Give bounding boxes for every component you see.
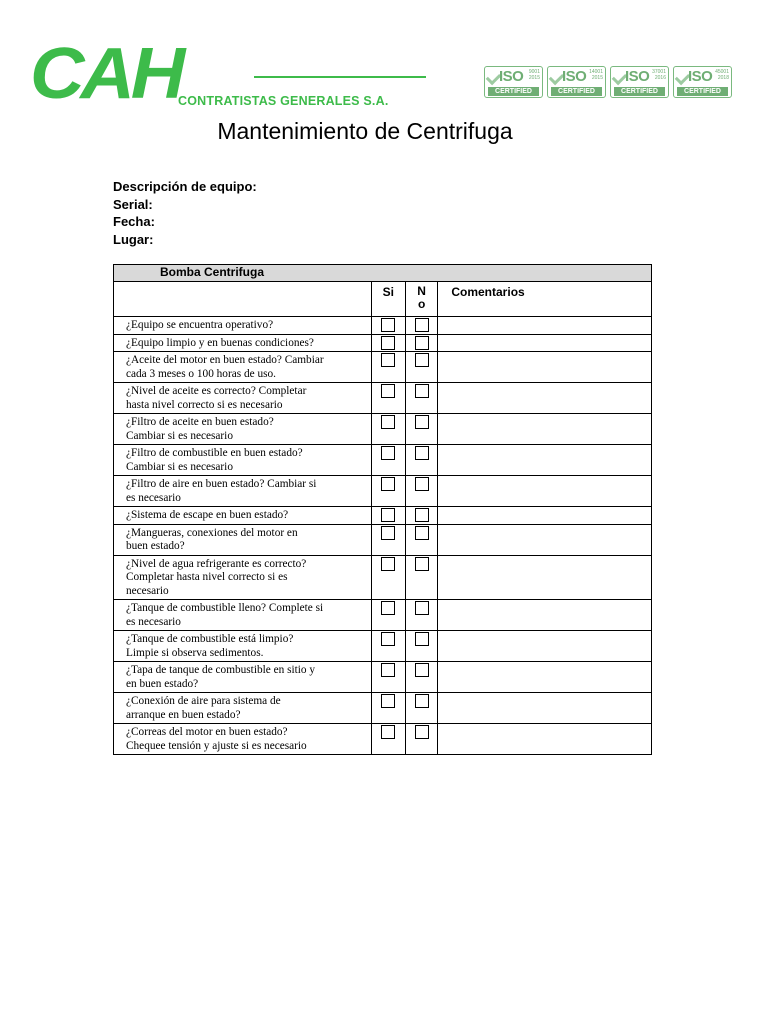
- checklist-row: [114, 414, 652, 445]
- no-cell: [405, 352, 437, 383]
- iso-badge-number: 14001: [589, 69, 603, 75]
- checklist-question-line: es necesario: [126, 491, 181, 504]
- yes-cell: [371, 600, 405, 631]
- no-cell: [405, 600, 437, 631]
- checklist-question: [114, 724, 372, 755]
- yes-cell: [371, 445, 405, 476]
- checklist-question: [114, 317, 372, 335]
- checklist-question: [114, 693, 372, 724]
- iso-badge-name: ISO: [499, 68, 524, 85]
- no-cell: [405, 555, 437, 600]
- no-checkbox[interactable]: [415, 601, 429, 615]
- no-checkbox[interactable]: [415, 663, 429, 677]
- checklist-question-line: necesario: [126, 584, 169, 597]
- equipment-fields: [113, 178, 257, 248]
- yes-cell: [371, 724, 405, 755]
- document-title: Mantenimiento de Centrifuga: [217, 118, 513, 144]
- checklist-question-line: es necesario: [126, 615, 181, 628]
- checklist-question-line: Chequee tensión y ajuste si es necesario: [126, 739, 307, 752]
- yes-checkbox[interactable]: [381, 415, 395, 429]
- iso-badge-name: ISO: [625, 68, 650, 85]
- no-cell: [405, 476, 437, 507]
- yes-checkbox[interactable]: [381, 508, 395, 522]
- yes-checkbox[interactable]: [381, 318, 395, 332]
- yes-checkbox[interactable]: [381, 526, 395, 540]
- checklist-question: [114, 600, 372, 631]
- no-cell: [405, 414, 437, 445]
- checklist-question: [114, 352, 372, 383]
- section-title: Bomba Centrifuga: [114, 265, 652, 282]
- iso-badge-number: 45001: [715, 69, 729, 75]
- no-cell: [405, 724, 437, 755]
- no-checkbox[interactable]: [415, 557, 429, 571]
- comments-cell[interactable]: [438, 693, 652, 724]
- yes-checkbox[interactable]: [381, 477, 395, 491]
- no-checkbox[interactable]: [415, 477, 429, 491]
- checklist-question: [114, 631, 372, 662]
- iso-badge-year: 2016: [654, 75, 666, 81]
- yes-cell: [371, 631, 405, 662]
- checklist-row: [114, 693, 652, 724]
- no-column-header-line2: o: [417, 297, 426, 311]
- checklist-question: [114, 507, 372, 525]
- yes-cell: [371, 555, 405, 600]
- question-column-header: [114, 282, 372, 317]
- checklist-question-line: ¿Tanque de combustible está limpio?: [126, 633, 294, 645]
- checklist-question-line: ¿Equipo se encuentra operativo?: [126, 319, 274, 331]
- iso-badge-label: CERTIFIED: [677, 87, 728, 96]
- yes-checkbox[interactable]: [381, 446, 395, 460]
- checklist-question-line: cada 3 meses o 100 horas de uso.: [126, 367, 276, 380]
- iso-badge-year: 2015: [591, 75, 603, 81]
- no-cell: [405, 334, 437, 352]
- yes-checkbox[interactable]: [381, 336, 395, 350]
- no-cell: [405, 631, 437, 662]
- comments-cell[interactable]: [438, 476, 652, 507]
- section-header-row: [114, 265, 652, 282]
- no-cell: [405, 383, 437, 414]
- iso-badge: [610, 66, 669, 98]
- field-description-label: Descripción de equipo:: [113, 179, 257, 194]
- no-checkbox[interactable]: [415, 415, 429, 429]
- iso-badge-number: 9001: [528, 69, 540, 75]
- comments-cell[interactable]: [438, 334, 652, 352]
- comments-cell[interactable]: [438, 414, 652, 445]
- no-checkbox[interactable]: [415, 632, 429, 646]
- no-checkbox[interactable]: [415, 353, 429, 367]
- company-logo: [30, 34, 182, 114]
- checklist-question: [114, 662, 372, 693]
- checklist-row: [114, 631, 652, 662]
- iso-badge-number: 37001: [652, 69, 666, 75]
- checklist-row: [114, 352, 652, 383]
- checklist-row: [114, 383, 652, 414]
- comments-cell[interactable]: [438, 383, 652, 414]
- checklist-question-line: ¿Correas del motor en buen estado?: [126, 726, 288, 738]
- no-cell: [405, 662, 437, 693]
- checklist-question: [114, 383, 372, 414]
- yes-checkbox[interactable]: [381, 632, 395, 646]
- comments-cell[interactable]: [438, 445, 652, 476]
- comments-cell[interactable]: [438, 631, 652, 662]
- yes-checkbox[interactable]: [381, 384, 395, 398]
- iso-badge: [673, 66, 732, 98]
- checklist-question-line: ¿Conexión de aire para sistema de: [126, 695, 281, 707]
- no-cell: [405, 524, 437, 555]
- iso-badge-name: ISO: [562, 68, 587, 85]
- iso-badge: [547, 66, 606, 98]
- iso-badge-label: CERTIFIED: [551, 87, 602, 96]
- no-checkbox[interactable]: [415, 694, 429, 708]
- checklist-question-line: ¿Tapa de tanque de combustible en sitio y: [126, 664, 316, 676]
- field-serial-label: Serial:: [113, 196, 153, 212]
- iso-badge-year: 2015: [528, 75, 540, 81]
- checklist-row: [114, 600, 652, 631]
- yes-cell: [371, 414, 405, 445]
- checklist-question-line: buen estado?: [126, 540, 185, 552]
- checklist-question-line: ¿Mangueras, conexiones del motor en: [126, 526, 298, 539]
- iso-badge-year: 2018: [717, 75, 729, 81]
- checklist-question: [114, 334, 372, 352]
- comments-cell[interactable]: [438, 662, 652, 693]
- iso-badge-label: CERTIFIED: [488, 87, 539, 96]
- checklist-question-line: ¿Equipo limpio y en buenas condiciones?: [126, 336, 314, 349]
- field-location-label: Lugar:: [113, 231, 154, 247]
- yes-checkbox[interactable]: [381, 694, 395, 708]
- no-cell: [405, 317, 437, 335]
- checklist-question-line: Limpie si observa sedimentos.: [126, 646, 264, 659]
- checklist-question-line: ¿Filtro de combustible en buen estado?: [126, 447, 303, 459]
- checklist-question-line: en buen estado?: [126, 677, 199, 690]
- checklist-row: [114, 524, 652, 555]
- no-cell: [405, 507, 437, 525]
- yes-cell: [371, 317, 405, 335]
- yes-checkbox[interactable]: [381, 353, 395, 367]
- yes-cell: [371, 524, 405, 555]
- checklist-question-line: hasta nivel correcto si es necesario: [126, 398, 283, 411]
- no-column-header-line1: N: [417, 284, 426, 298]
- comments-cell[interactable]: [438, 600, 652, 631]
- comments-cell[interactable]: [438, 317, 652, 335]
- yes-checkbox[interactable]: [381, 557, 395, 571]
- no-cell: [405, 693, 437, 724]
- comments-cell[interactable]: [438, 507, 652, 525]
- checklist-row: [114, 317, 652, 335]
- column-header-row: [114, 282, 652, 317]
- checklist-question-line: ¿Filtro de aire en buen estado? Cambiar si: [126, 478, 317, 490]
- yes-cell: [371, 662, 405, 693]
- iso-badge-name: ISO: [688, 68, 713, 85]
- checklist-table: [113, 264, 652, 755]
- certification-badges: [484, 66, 732, 98]
- comments-cell[interactable]: [438, 555, 652, 600]
- checklist-row: [114, 334, 652, 352]
- company-name: CONTRATISTAS GENERALES S.A.: [178, 94, 389, 108]
- yes-checkbox[interactable]: [381, 725, 395, 739]
- checklist-row: [114, 507, 652, 525]
- checklist-question-line: ¿Tanque de combustible lleno? Complete si: [126, 602, 324, 614]
- checklist-row: [114, 476, 652, 507]
- checklist-question-line: Cambiar si es necesario: [126, 429, 233, 442]
- logo-text: CAH: [30, 34, 182, 114]
- yes-cell: [371, 352, 405, 383]
- checklist-question: [114, 414, 372, 445]
- no-checkbox[interactable]: [415, 508, 429, 522]
- checklist-question-line: arranque en buen estado?: [126, 708, 241, 721]
- yes-cell: [371, 693, 405, 724]
- no-checkbox[interactable]: [415, 318, 429, 332]
- checklist-row: [114, 662, 652, 693]
- no-checkbox[interactable]: [415, 526, 429, 540]
- comments-cell[interactable]: [438, 724, 652, 755]
- checklist-row: [114, 724, 652, 755]
- no-column-header: [405, 282, 437, 317]
- no-cell: [405, 445, 437, 476]
- field-date-label: Fecha:: [113, 214, 155, 229]
- checklist-row: [114, 445, 652, 476]
- checklist-question-line: ¿Aceite del motor en buen estado? Cambiar: [126, 354, 324, 366]
- yes-cell: [371, 334, 405, 352]
- checklist-row: [114, 555, 652, 600]
- yes-cell: [371, 507, 405, 525]
- yes-checkbox[interactable]: [381, 663, 395, 677]
- no-checkbox[interactable]: [415, 336, 429, 350]
- comments-cell[interactable]: [438, 352, 652, 383]
- checklist-question: [114, 476, 372, 507]
- no-checkbox[interactable]: [415, 384, 429, 398]
- checklist-question-line: ¿Filtro de aceite en buen estado?: [126, 416, 274, 428]
- iso-badge: [484, 66, 543, 98]
- iso-badge-label: CERTIFIED: [614, 87, 665, 96]
- checklist-question-line: ¿Nivel de agua refrigerante es correcto?: [126, 557, 307, 570]
- comments-cell[interactable]: [438, 524, 652, 555]
- checklist-question: [114, 555, 372, 600]
- yes-cell: [371, 476, 405, 507]
- checklist-question: [114, 524, 372, 555]
- checklist-question-line: Completar hasta nivel correcto si es: [126, 571, 288, 583]
- yes-checkbox[interactable]: [381, 601, 395, 615]
- no-checkbox[interactable]: [415, 446, 429, 460]
- checklist-question-line: ¿Sistema de escape en buen estado?: [126, 509, 289, 521]
- no-checkbox[interactable]: [415, 725, 429, 739]
- comments-column-header: Comentarios: [438, 282, 652, 317]
- yes-column-header: Si: [371, 282, 405, 317]
- checklist-question-line: ¿Nivel de aceite es correcto? Completar: [126, 385, 307, 397]
- checklist-question-line: Cambiar si es necesario: [126, 460, 233, 473]
- yes-cell: [371, 383, 405, 414]
- logo-divider: [254, 76, 426, 78]
- checklist-question: [114, 445, 372, 476]
